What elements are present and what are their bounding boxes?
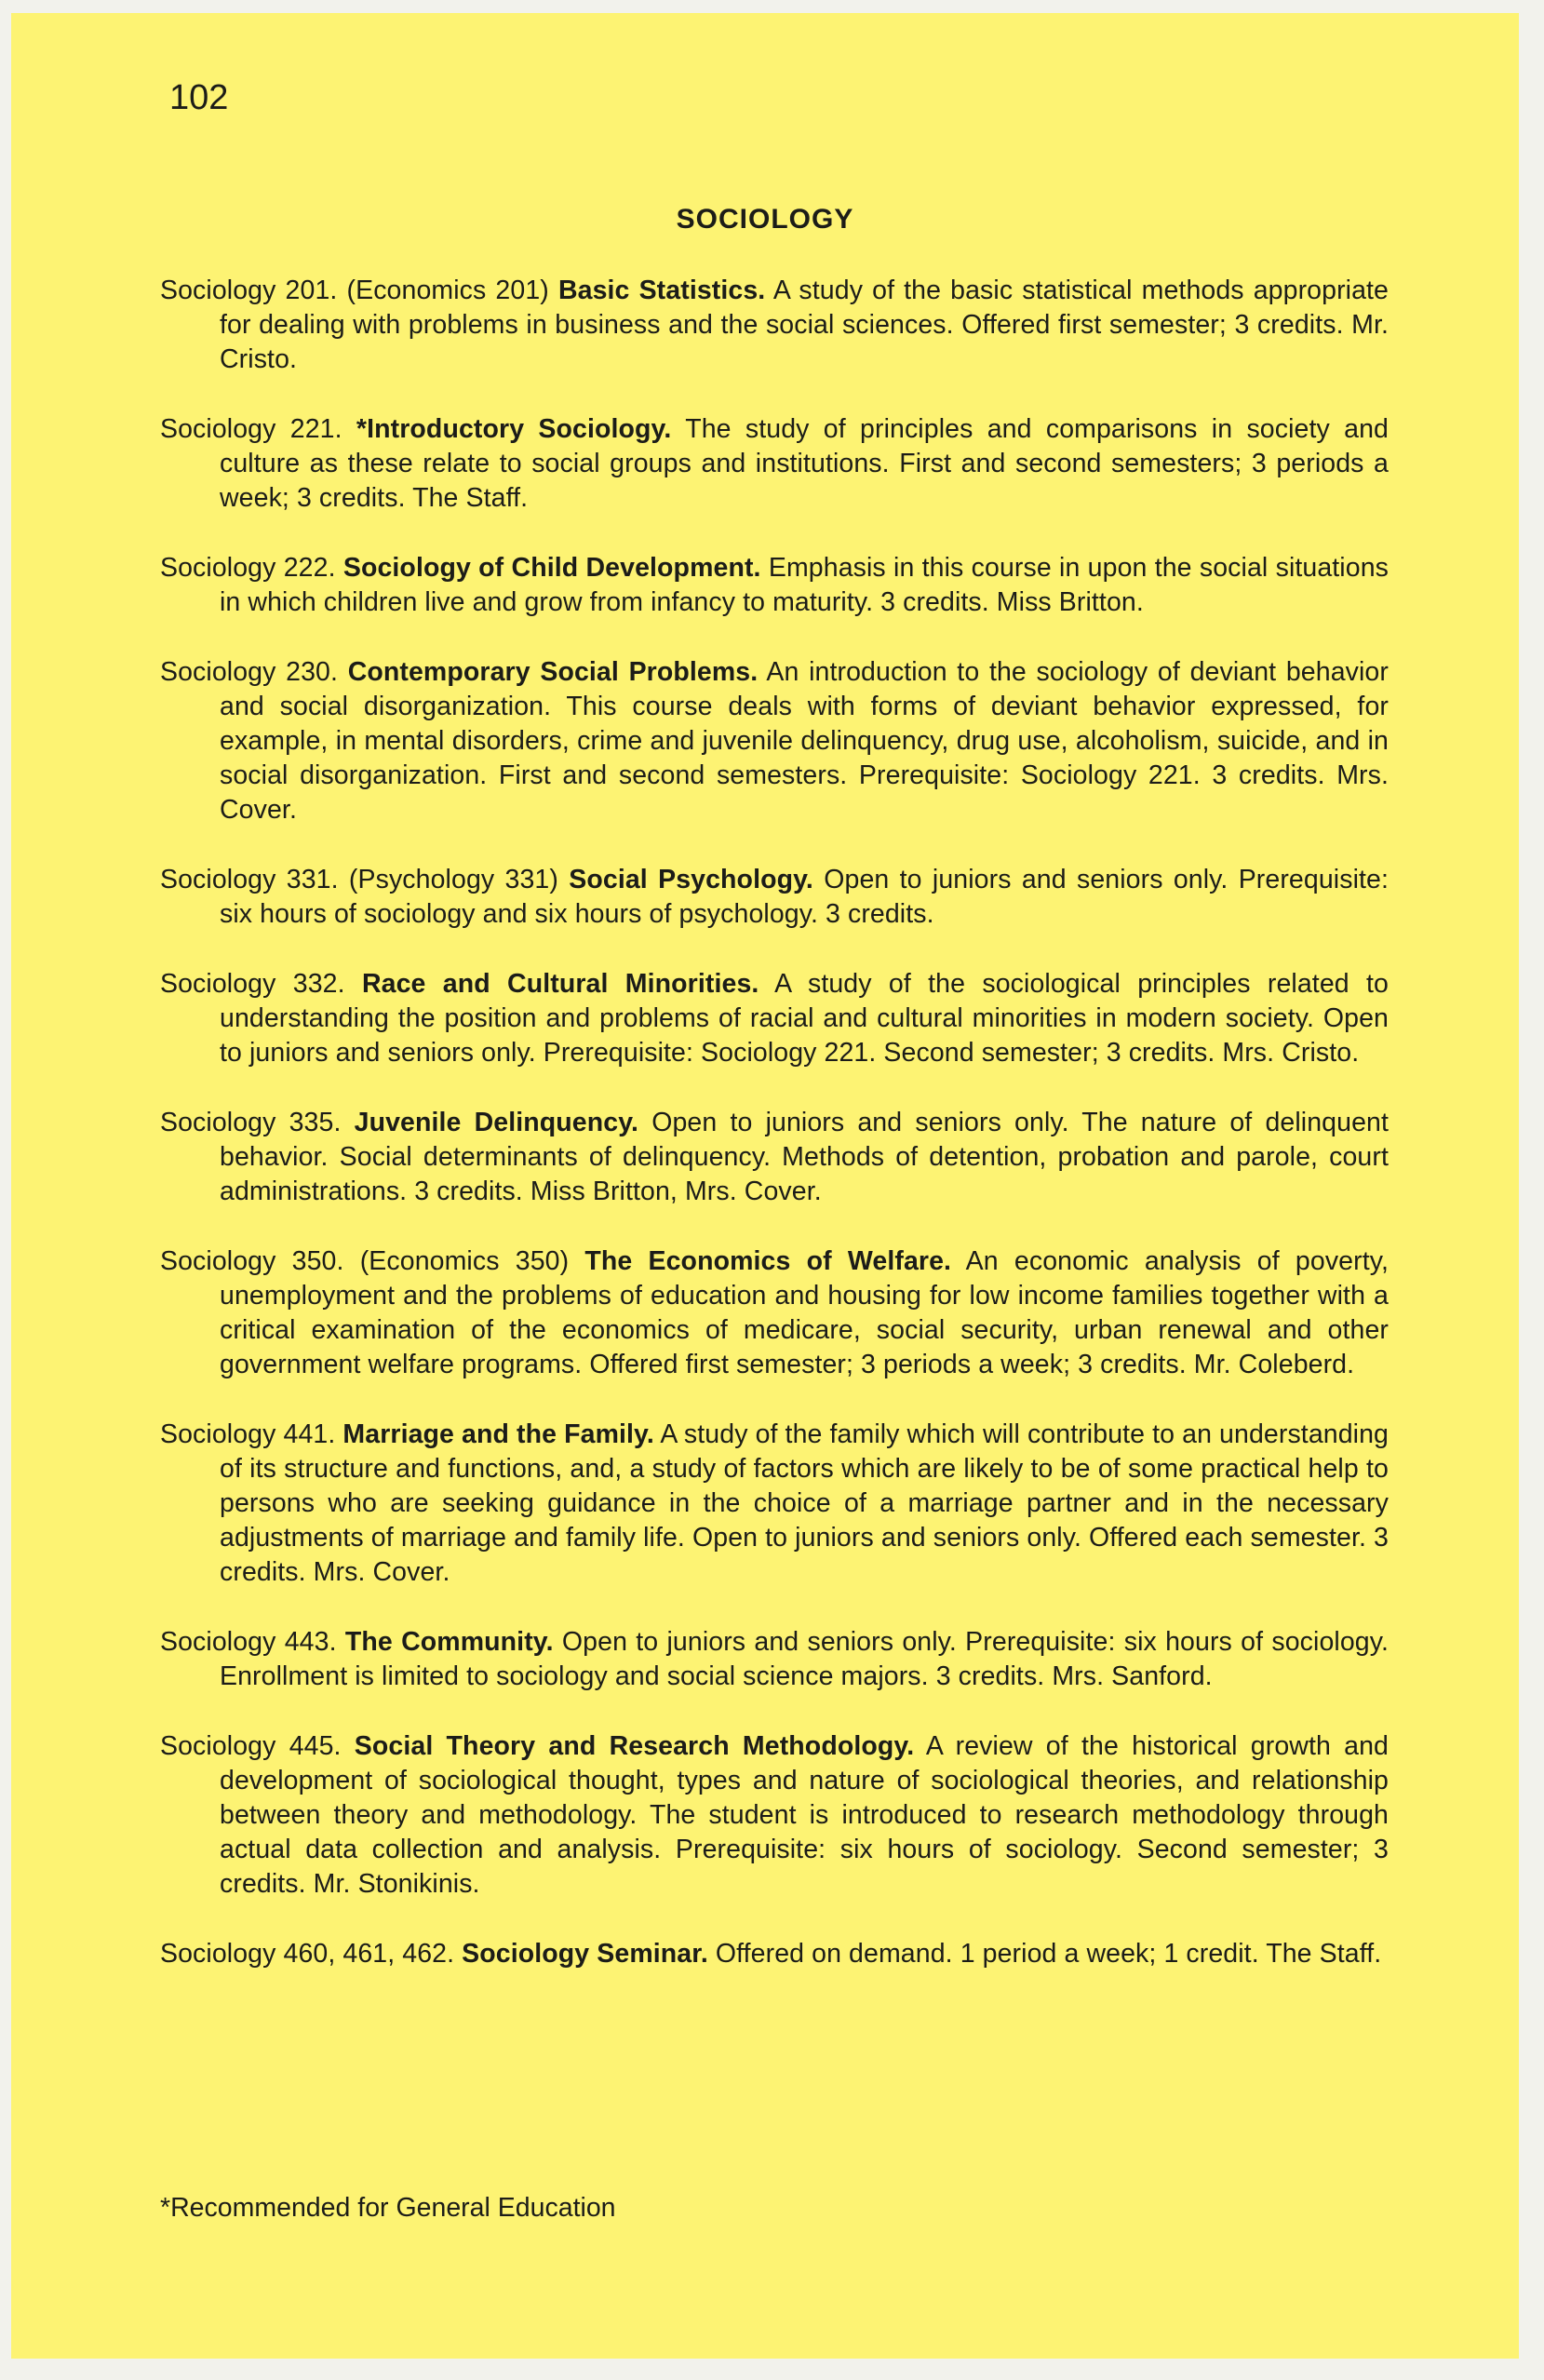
course-entry-soc-222 bbox=[160, 551, 1389, 620]
course-number: Sociology 332. bbox=[160, 969, 362, 999]
course-title: Social Psychology. bbox=[569, 865, 813, 894]
course-number: Sociology 445. bbox=[160, 1731, 355, 1761]
course-entry-soc-332 bbox=[160, 967, 1389, 1070]
course-number: Sociology 201. (Economics 201) bbox=[160, 276, 558, 305]
course-number: Sociology 222. bbox=[160, 553, 343, 583]
course-title: *Introductory Sociology. bbox=[356, 414, 672, 444]
course-title: Marriage and the Family. bbox=[342, 1419, 654, 1449]
course-number: Sociology 460, 461, 462. bbox=[160, 1939, 463, 1969]
page-number: 102 bbox=[169, 78, 229, 117]
course-list bbox=[160, 274, 1389, 2007]
course-title: Sociology of Child Development. bbox=[342, 553, 761, 583]
course-entry-soc-441 bbox=[160, 1418, 1389, 1590]
course-number: Sociology 221. bbox=[160, 414, 356, 444]
course-description: An introduction to the sociology of deviant behavior and social disorganization. This course deals with forms of deviant behavior expressed, for example, in mental disorders, crime and juvenile delinquency, drug use, alcoholism, suicide, and in social disorganization. First and second semesters. Prerequisite: Sociology 221. 3 credits. Mrs. Cover. bbox=[220, 657, 1389, 825]
course-description: A review of the historical growth and development of sociological thought, types and nature of sociological theories, and relationship between theory and methodology. The student is introduced to research methodology through actual data collection and analysis. Prerequisite: six hours of sociology. Second semester; 3 credits. Mr. Stonikinis. bbox=[220, 1731, 1389, 1899]
course-number: Sociology 335. bbox=[160, 1108, 355, 1137]
course-description: Open to juniors and seniors only. Prerequisite: six hours of sociology. Enrollment is limited to sociology and social science majors. 3 credits. Mrs. Sanford. bbox=[220, 1627, 1389, 1691]
course-description: Open to juniors and seniors only. The nature of delinquent behavior. Social determinants of delinquency. Methods of detention, probation and parole, court administrations. 3 credits. Miss Britton, Mrs. Cover. bbox=[220, 1108, 1389, 1206]
course-entry-soc-445 bbox=[160, 1729, 1389, 1902]
course-entry-soc-221 bbox=[160, 412, 1389, 516]
course-description: A study of the family which will contribute to an understanding of its structure and functions, and, a study of factors which are likely to be of some practical help to persons who are seeking guidance in the choice of a marriage partner and in the necessary adjustments of marriage and family life. Open to juniors and seniors only. Offered each semester. 3 credits. Mrs. Cover. bbox=[220, 1419, 1390, 1587]
section-heading: SOCIOLOGY bbox=[676, 204, 854, 235]
course-title: Juvenile Delinquency. bbox=[354, 1108, 639, 1137]
course-description: Emphasis in this course in upon the social situations in which children live and grow from infancy to maturity. 3 credits. Miss Britton. bbox=[220, 553, 1389, 617]
course-description: The study of principles and comparisons in society and culture as these relate to social groups and institutions. First and second semesters; 3 periods a week; 3 credits. The Staff. bbox=[220, 414, 1389, 513]
course-description: Offered on demand. 1 period a week; 1 credit. The Staff. bbox=[707, 1939, 1382, 1969]
course-entry-soc-201 bbox=[160, 274, 1389, 377]
course-title: Contemporary Social Problems. bbox=[347, 657, 759, 687]
course-number: Sociology 350. (Economics 350) bbox=[160, 1246, 585, 1276]
course-description: A study of the sociological principles related to understanding the position and problems of racial and cultural minorities in modern society. Open to juniors and seniors only. Prerequisite: Sociology 221. Second semester; 3 credits. Mrs. Cristo. bbox=[220, 969, 1389, 1068]
course-number: Sociology 441. bbox=[160, 1419, 343, 1449]
course-entry-soc-331 bbox=[160, 863, 1389, 932]
course-title: The Community. bbox=[344, 1627, 554, 1657]
footnote: *Recommended for General Education bbox=[160, 2193, 616, 2223]
course-title: Basic Statistics. bbox=[557, 276, 766, 305]
course-entry-soc-335 bbox=[160, 1106, 1389, 1209]
course-number: Sociology 230. bbox=[160, 657, 348, 687]
course-entry-soc-230 bbox=[160, 655, 1389, 827]
course-number: Sociology 443. bbox=[160, 1627, 345, 1657]
course-title: The Economics of Welfare. bbox=[584, 1246, 952, 1276]
course-entry-soc-443 bbox=[160, 1625, 1389, 1694]
course-number: Sociology 331. (Psychology 331) bbox=[160, 865, 570, 894]
catalog-page bbox=[11, 13, 1519, 2359]
course-title: Race and Cultural Minorities. bbox=[361, 969, 759, 999]
course-title: Sociology Seminar. bbox=[462, 1939, 708, 1969]
course-title: Social Theory and Research Methodology. bbox=[354, 1731, 915, 1761]
course-entry-soc-460 bbox=[160, 1937, 1389, 1971]
course-entry-soc-350 bbox=[160, 1244, 1389, 1382]
course-description: A study of the basic statistical methods appropriate for dealing with problems in business and the social sciences. Offered first semester; 3 credits. Mr. Cristo. bbox=[220, 276, 1390, 374]
course-description: An economic analysis of poverty, unemployment and the problems of education and housing for low income families together with a critical examination of the economics of medicare, social security, urban renewal and other government welfare programs. Offered first semester; 3 periods a week; 3 credits. Mr. Coleberd. bbox=[220, 1246, 1389, 1379]
course-description: Open to juniors and seniors only. Prerequisite: six hours of sociology and six hours of psychology. 3 credits. bbox=[220, 865, 1389, 929]
